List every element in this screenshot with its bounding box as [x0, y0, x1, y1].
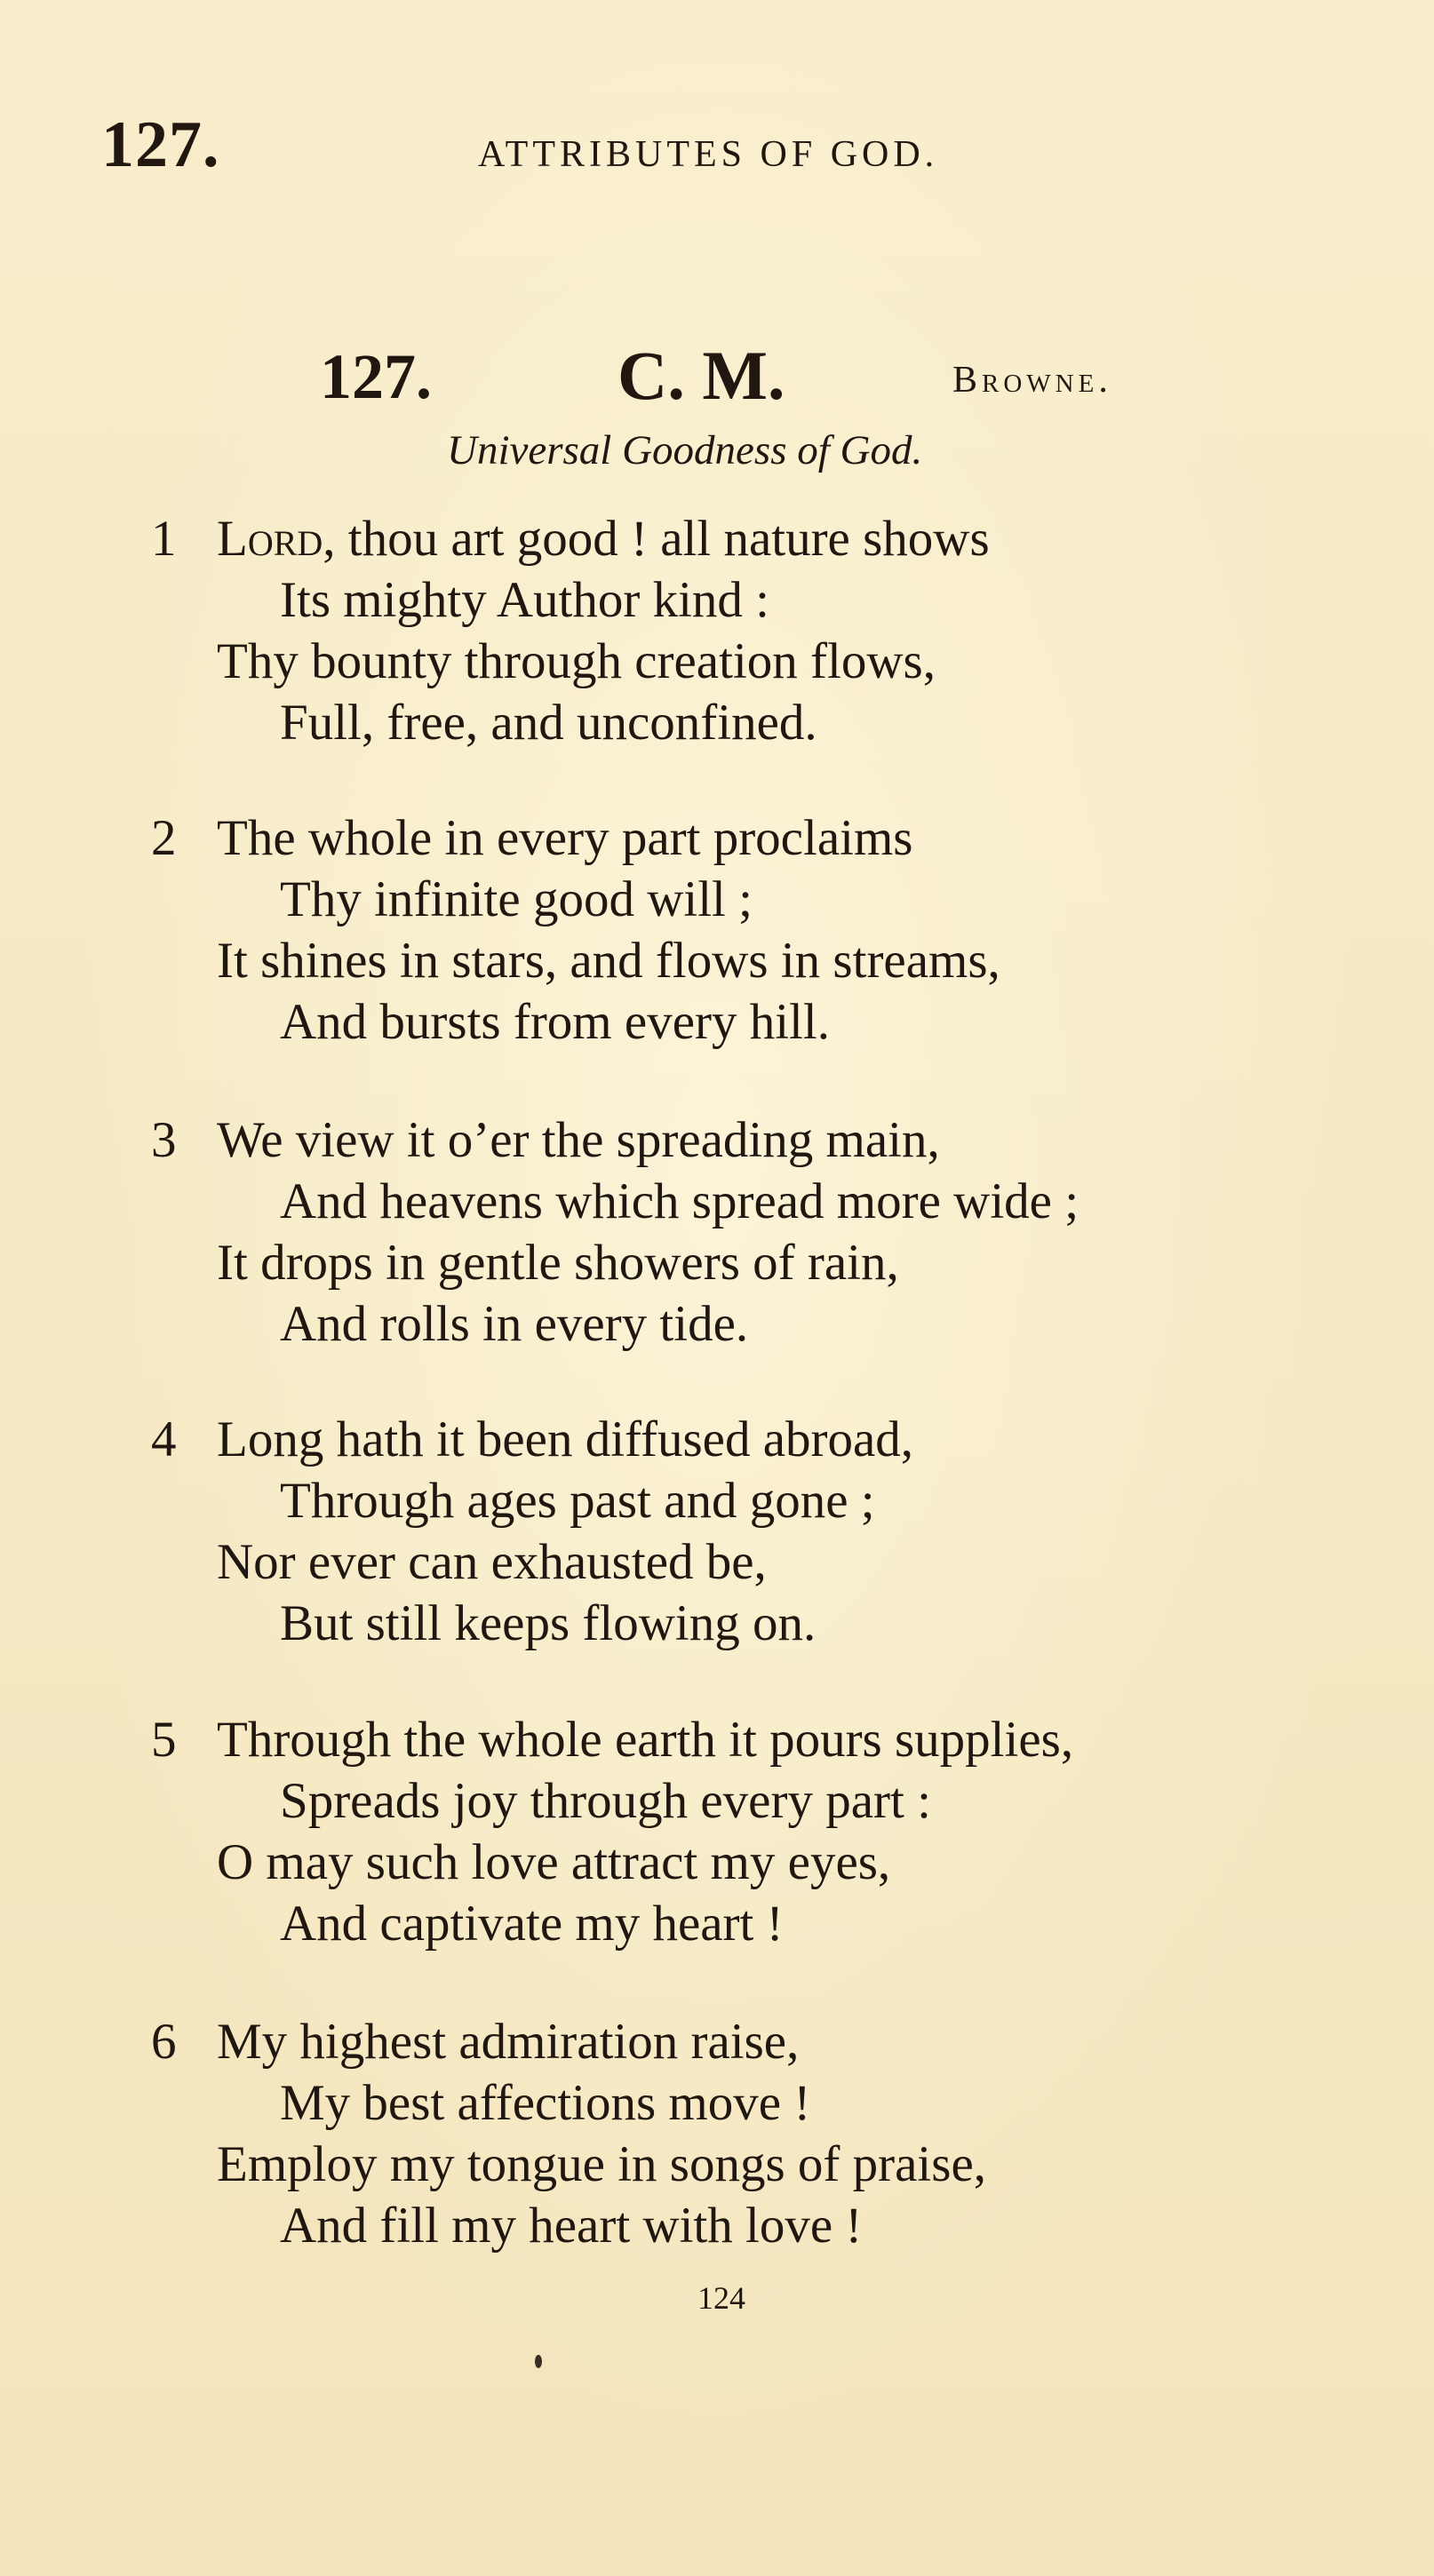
verse-line: O may such love attract my eyes, — [217, 1834, 891, 1890]
verse-line: Through the whole earth it pours supplies, — [217, 1712, 1074, 1768]
first-word: Lord, — [217, 511, 336, 567]
stanza-3 — [0, 1112, 1434, 1372]
verse-line: But still keeps flowing on. — [280, 1595, 817, 1651]
verse-line — [217, 511, 990, 567]
verse-line: Thy bounty through creation flows, — [217, 633, 936, 689]
verse-line: And fill my heart with love ! — [280, 2198, 863, 2254]
running-title: ATTRIBUTES OF GOD. — [478, 134, 939, 175]
stanza-2 — [0, 810, 1434, 1070]
stanza-4 — [0, 1411, 1434, 1672]
verse-line: And heavens which spread more wide ; — [280, 1173, 1079, 1229]
verse-line: It drops in gentle showers of rain, — [217, 1235, 899, 1291]
ink-spot — [535, 2355, 542, 2368]
verse-line: We view it o’er the spreading main, — [217, 1112, 940, 1168]
verse-line: Its mighty Author kind : — [280, 572, 770, 628]
verse-line: Thy infinite good will ; — [280, 871, 753, 927]
verse-line: The whole in every part proclaims — [217, 810, 913, 866]
verse-line: It shines in stars, and flows in streams, — [217, 933, 1000, 989]
verse-line: Through ages past and gone ; — [280, 1473, 875, 1529]
verse-line: My highest admiration raise, — [217, 2014, 800, 2070]
verse-line: And bursts from every hill. — [280, 994, 830, 1050]
verse-line: My best affections move ! — [280, 2075, 811, 2131]
verse-line: Employ my tongue in songs of praise, — [217, 2136, 986, 2192]
stanza-1 — [0, 513, 1434, 771]
hymn-title: Universal Goodness of God. — [447, 427, 923, 473]
verse-number: 1 — [151, 511, 177, 567]
verse-line: And captivate my heart ! — [280, 1896, 784, 1952]
stanza-6 — [0, 2016, 1434, 2274]
running-page-number: 127. — [101, 108, 220, 181]
verse-line: Spreads joy through every part : — [280, 1773, 931, 1829]
verse-number: 3 — [151, 1112, 177, 1168]
verse-line: Nor ever can exhausted be, — [217, 1534, 767, 1590]
verse-line-text: thou art good ! all nature shows — [347, 511, 990, 567]
hymn-meter: C. M. — [617, 337, 785, 414]
stanza-5 — [0, 1714, 1434, 1972]
hymn-number: 127. — [320, 341, 432, 412]
verse-line: Full, free, and unconfined. — [280, 695, 817, 751]
verse-line: Long hath it been diffused abroad, — [217, 1411, 914, 1467]
verse-number: 4 — [151, 1411, 177, 1467]
folio-number: 124 — [697, 2280, 745, 2316]
verse-line: And rolls in every tide. — [280, 1296, 749, 1352]
hymn-author: Browne. — [952, 360, 1112, 401]
verse-number: 5 — [151, 1712, 177, 1768]
verse-number: 6 — [151, 2014, 177, 2070]
verse-number: 2 — [151, 810, 177, 866]
